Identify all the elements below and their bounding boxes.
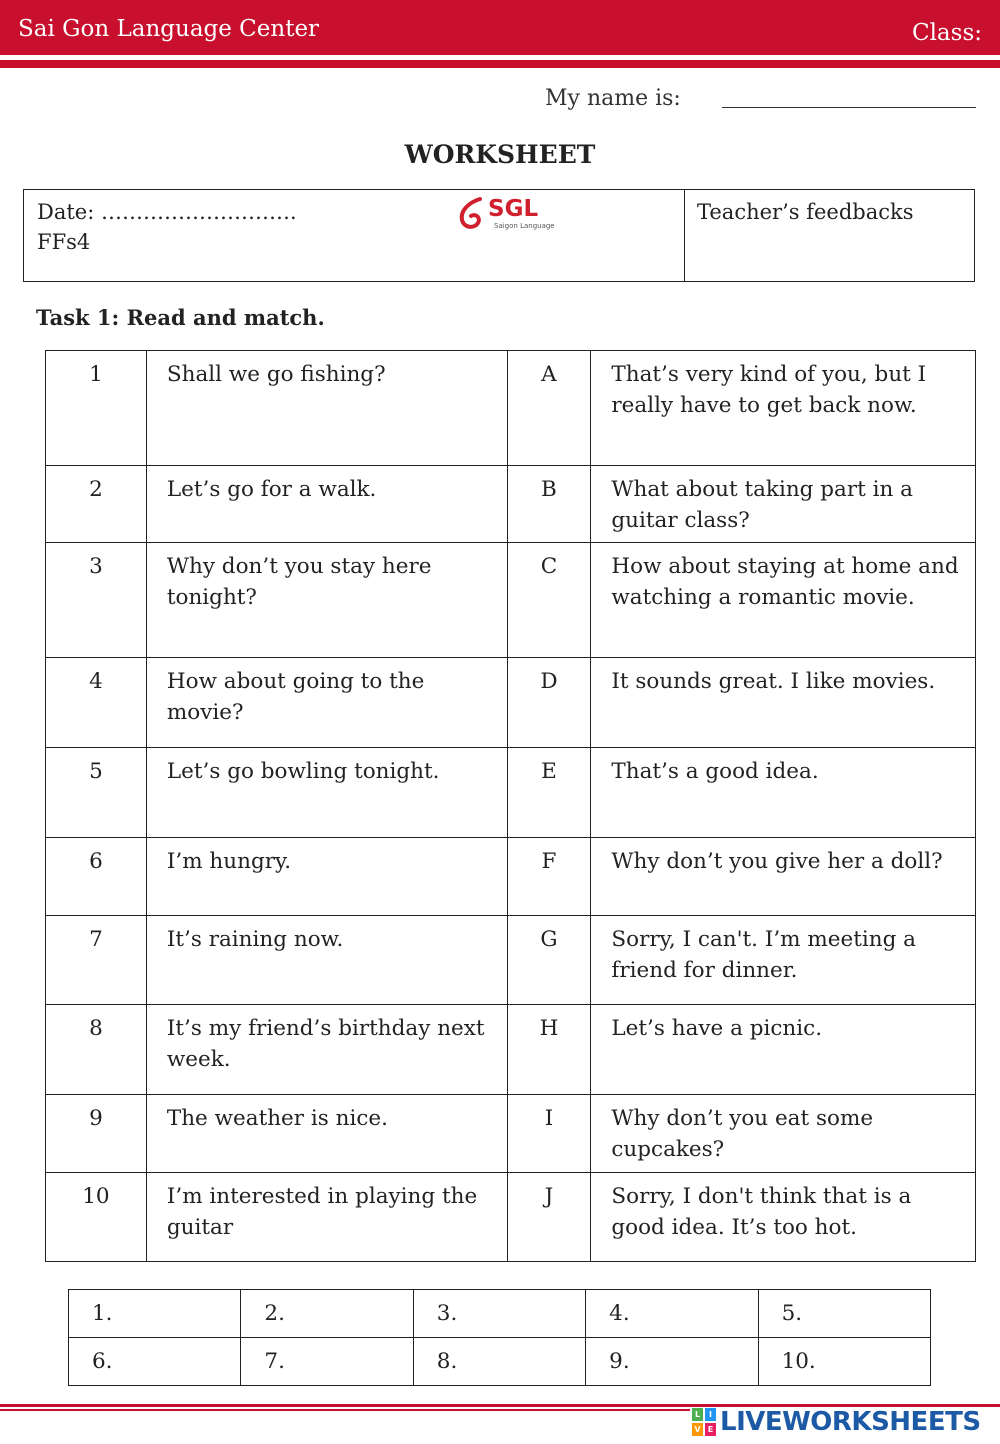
row-number: 5 xyxy=(46,748,147,838)
row-letter: H xyxy=(507,1005,591,1095)
table-row xyxy=(46,466,976,543)
worksheet-code: FFs4 xyxy=(37,230,91,254)
table-row xyxy=(46,1173,976,1262)
center-name: Sai Gon Language Center xyxy=(18,16,320,42)
right-response: Why don’t you eat some cupcakes? xyxy=(591,1095,976,1173)
answer-row xyxy=(69,1290,931,1338)
header-underline xyxy=(0,60,1000,68)
info-box xyxy=(23,189,975,282)
table-row xyxy=(46,351,976,466)
answer-cell-4[interactable]: 4. xyxy=(586,1290,758,1338)
answer-cell-5[interactable]: 5. xyxy=(758,1290,930,1338)
icon-letter: L xyxy=(692,1408,703,1421)
row-number: 10 xyxy=(46,1173,147,1262)
left-phrase: Let’s go bowling tonight. xyxy=(146,748,507,838)
left-phrase: Let’s go for a walk. xyxy=(146,466,507,543)
teacher-feedback-label: Teacher’s feedbacks xyxy=(697,200,914,224)
right-response: Sorry, I don't think that is a good idea. It’s too hot. xyxy=(591,1173,976,1262)
table-row xyxy=(46,748,976,838)
left-phrase: Shall we go fishing? xyxy=(146,351,507,466)
right-response: What about taking part in a guitar class? xyxy=(591,466,976,543)
row-letter: J xyxy=(507,1173,591,1262)
answer-row xyxy=(69,1338,931,1386)
right-response: Why don’t you give her a doll? xyxy=(591,838,976,916)
answer-cell-2[interactable]: 2. xyxy=(241,1290,413,1338)
logo-subtext: Saigon Language xyxy=(494,222,555,230)
answer-cell-6[interactable]: 6. xyxy=(69,1338,241,1386)
worksheet-title: WORKSHEET xyxy=(404,140,596,169)
row-number: 9 xyxy=(46,1095,147,1173)
right-response: How about staying at home and watching a romantic movie. xyxy=(591,543,976,658)
answer-cell-9[interactable]: 9. xyxy=(586,1338,758,1386)
right-response: It sounds great. I like movies. xyxy=(591,658,976,748)
liveworksheets-logo[interactable] xyxy=(692,1406,981,1438)
right-response: That’s very kind of you, but I really have to get back now. xyxy=(591,351,976,466)
row-letter: D xyxy=(507,658,591,748)
left-phrase: How about going to the movie? xyxy=(146,658,507,748)
date-field: Date: ………………………. xyxy=(37,200,297,224)
class-label: Class: xyxy=(911,20,982,46)
row-number: 8 xyxy=(46,1005,147,1095)
row-letter: C xyxy=(507,543,591,658)
row-letter: E xyxy=(507,748,591,838)
icon-letter: I xyxy=(705,1408,716,1421)
row-letter: F xyxy=(507,838,591,916)
match-table xyxy=(45,350,976,1262)
left-phrase: The weather is nice. xyxy=(146,1095,507,1173)
liveworksheets-brand: LIVEWORKSHEETS xyxy=(720,1407,981,1437)
row-letter: A xyxy=(507,351,591,466)
info-divider xyxy=(684,190,685,281)
answer-cell-7[interactable]: 7. xyxy=(241,1338,413,1386)
sgl-swirl-icon xyxy=(456,196,490,232)
left-phrase: Why don’t you stay here tonight? xyxy=(146,543,507,658)
row-letter: G xyxy=(507,916,591,1005)
answer-cell-3[interactable]: 3. xyxy=(413,1290,585,1338)
liveworksheets-icon xyxy=(692,1408,716,1436)
icon-letter: E xyxy=(705,1423,716,1436)
answer-grid xyxy=(68,1289,931,1386)
table-row xyxy=(46,543,976,658)
name-input-line[interactable] xyxy=(722,107,976,108)
table-row xyxy=(46,658,976,748)
row-number: 3 xyxy=(46,543,147,658)
answer-cell-10[interactable]: 10. xyxy=(758,1338,930,1386)
right-response: Let’s have a picnic. xyxy=(591,1005,976,1095)
table-row xyxy=(46,1095,976,1173)
right-response: Sorry, I can't. I’m meeting a friend for dinner. xyxy=(591,916,976,1005)
answer-cell-8[interactable]: 8. xyxy=(413,1338,585,1386)
row-number: 7 xyxy=(46,916,147,1005)
left-phrase: It’s my friend’s birthday next week. xyxy=(146,1005,507,1095)
table-row xyxy=(46,1005,976,1095)
row-number: 1 xyxy=(46,351,147,466)
row-letter: I xyxy=(507,1095,591,1173)
sgl-logo xyxy=(456,196,556,236)
icon-letter: V xyxy=(692,1423,703,1436)
left-phrase: I’m hungry. xyxy=(146,838,507,916)
left-phrase: It’s raining now. xyxy=(146,916,507,1005)
left-phrase: I’m interested in playing the guitar xyxy=(146,1173,507,1262)
row-number: 6 xyxy=(46,838,147,916)
row-number: 4 xyxy=(46,658,147,748)
table-row xyxy=(46,916,976,1005)
answer-cell-1[interactable]: 1. xyxy=(69,1290,241,1338)
row-number: 2 xyxy=(46,466,147,543)
logo-text: SGL xyxy=(488,196,539,222)
task1-title: Task 1: Read and match. xyxy=(36,305,325,330)
right-response: That’s a good idea. xyxy=(591,748,976,838)
footer-line-thin xyxy=(0,1409,690,1411)
row-letter: B xyxy=(507,466,591,543)
table-row xyxy=(46,838,976,916)
name-label: My name is: xyxy=(545,86,681,111)
